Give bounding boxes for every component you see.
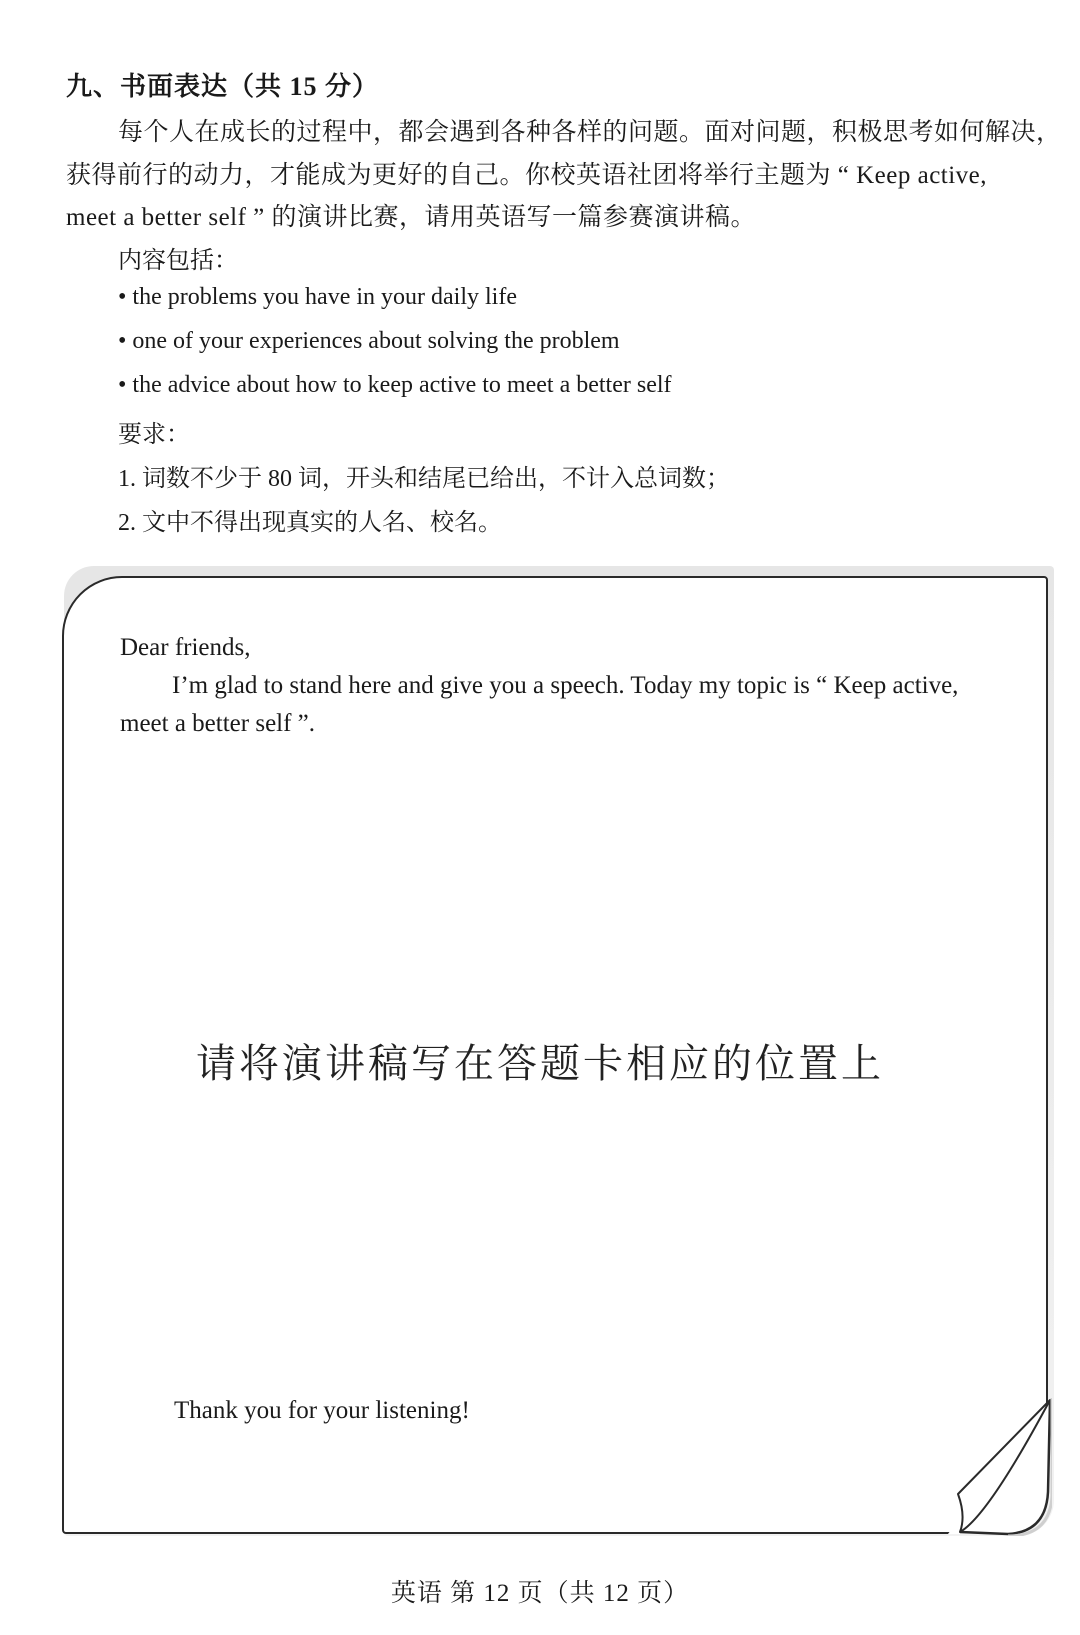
content-bullet: • the problems you have in your daily life [118, 284, 517, 310]
requirement-item: 2. 文中不得出现真实的人名、校名。 [118, 510, 502, 536]
letter-salutation: Dear friends, [120, 634, 251, 661]
requirements-heading: 要求： [118, 422, 190, 448]
content-heading: 内容包括： [118, 248, 238, 274]
content-bullet: • the advice about how to keep active to meet a better self [118, 372, 672, 398]
content-bullet: • one of your experiences about solving the problem [118, 328, 620, 354]
page-curl-icon [948, 1396, 1052, 1536]
letter-closing: Thank you for your listening! [174, 1397, 470, 1424]
letter-opening-line: meet a better self ”. [120, 710, 316, 737]
intro-line: meet a better self ” 的演讲比赛，请用英语写一篇参赛演讲稿。 [66, 204, 757, 231]
requirement-item: 1. 词数不少于 80 词，开头和结尾已给出，不计入总词数； [118, 466, 730, 492]
letter-opening-line: I’m glad to stand here and give you a speech. Today my topic is “ Keep active, [172, 672, 959, 699]
answer-instruction: 请将演讲稿写在答题卡相应的位置上 [196, 1041, 884, 1087]
intro-line: 每个人在成长的过程中，都会遇到各种各样的问题。面对问题，积极思考如何解决， [118, 119, 1062, 146]
page-footer: 英语 第 12 页（共 12 页） [390, 1580, 690, 1607]
intro-line: 获得前行的动力，才能成为更好的自己。你校英语社团将举行主题为 “ Keep active, [66, 162, 988, 189]
section-title: 九、书面表达（共 15 分） [66, 72, 380, 101]
